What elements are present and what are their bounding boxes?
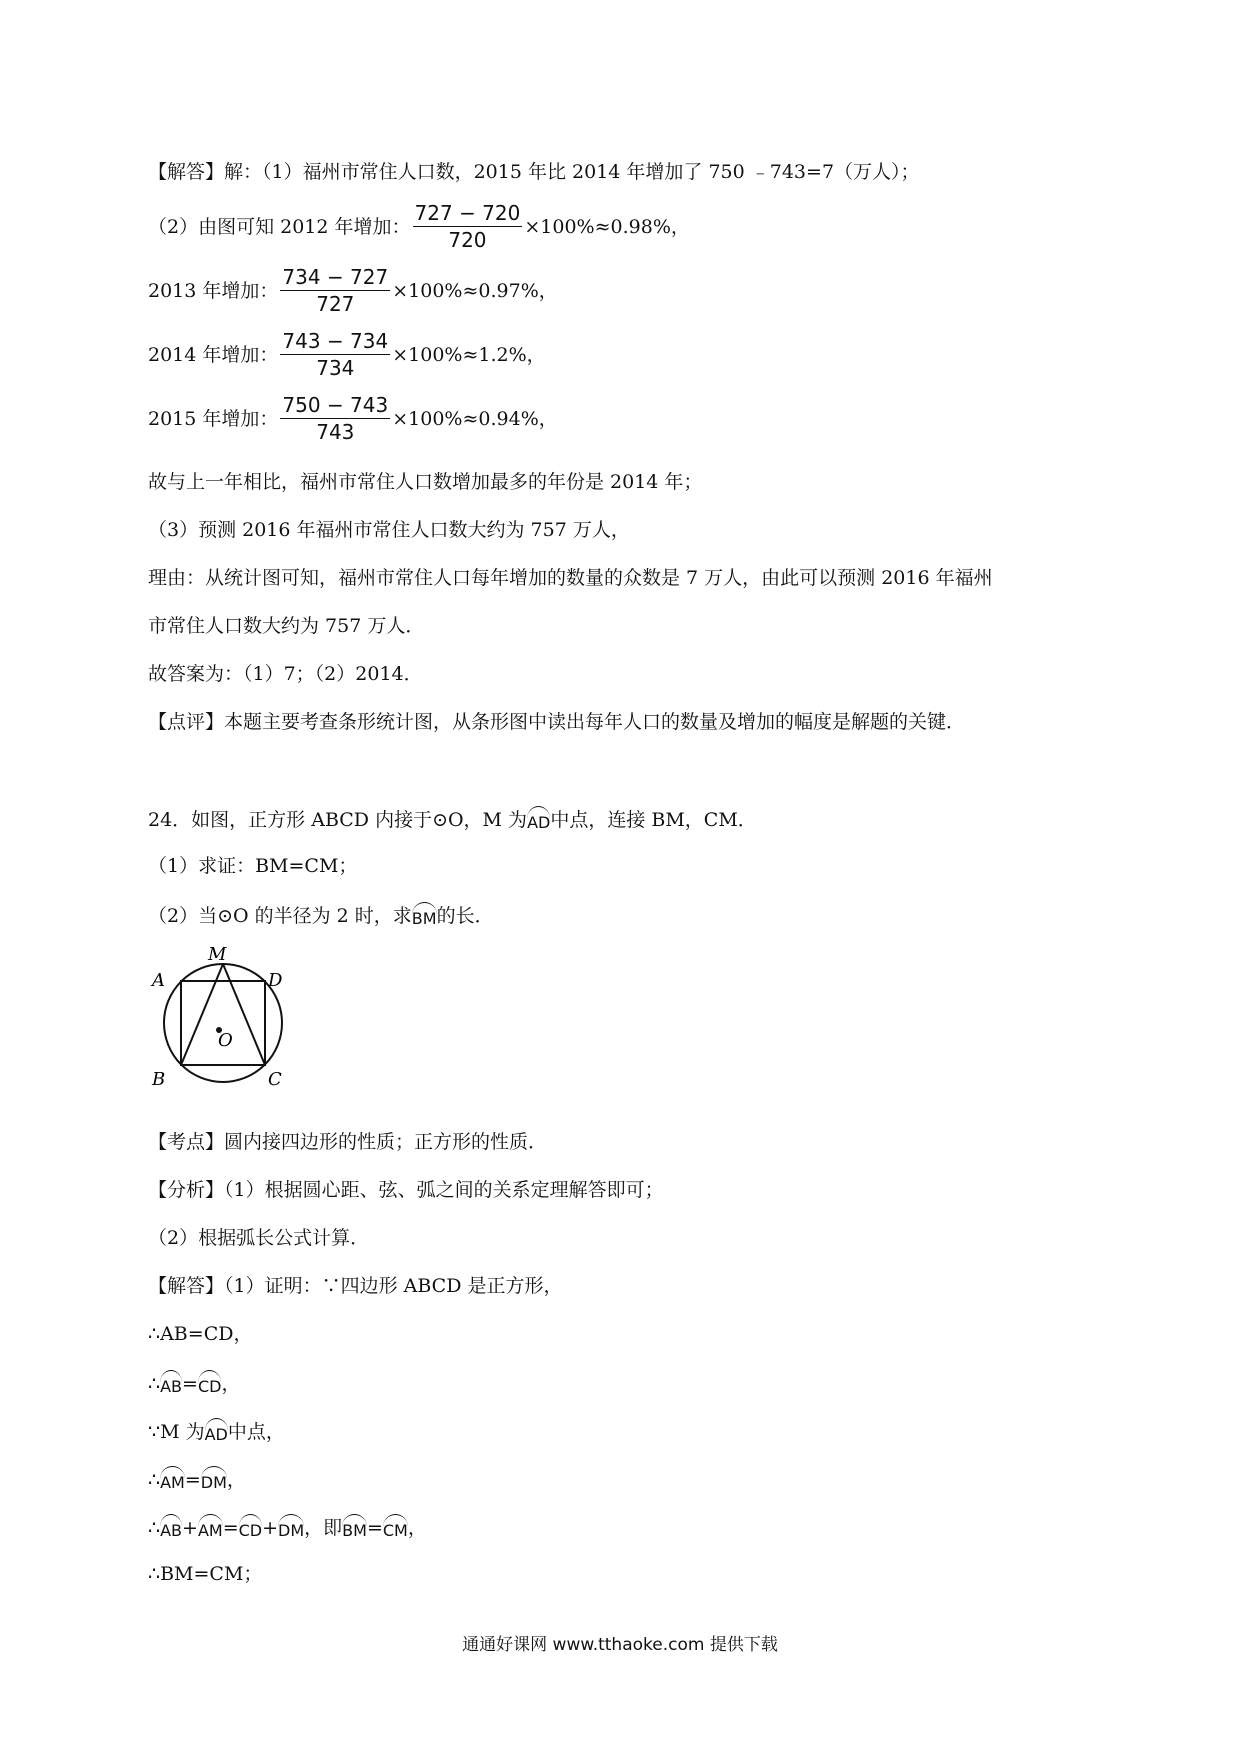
step4-eq: =: [184, 1469, 201, 1491]
step5-eq-2: =: [366, 1517, 383, 1539]
arc-am: AM: [160, 1466, 185, 1491]
arc-bm-2: BM: [342, 1514, 367, 1539]
answer-line-2014: [148, 328, 546, 381]
result-2014: ×100%≈1.2%，: [392, 343, 546, 366]
answer-line-2012: [148, 200, 690, 253]
arc-ad-2: AD: [205, 1418, 228, 1443]
q24-stem-b: 中点，连接 BM，CM．: [550, 809, 757, 831]
arc-ab: AB: [160, 1370, 182, 1395]
result-2015: ×100%≈0.94%，: [392, 407, 558, 430]
step5-eq: =: [222, 1517, 239, 1539]
answer-final: 故答案为：（1）7；（2）2014．: [148, 663, 423, 685]
q24-kaodian: 【考点】圆内接四边形的性质；正方形的性质．: [148, 1131, 548, 1153]
label-o: O: [218, 1030, 233, 1051]
arc-dm: DM: [201, 1466, 227, 1491]
denominator-2014: 734: [316, 356, 355, 380]
fraction-2014: [280, 328, 390, 381]
step4-pre: ∴: [148, 1469, 161, 1491]
result-2013: ×100%≈0.97%，: [392, 279, 558, 302]
answer-comment: 【点评】本题主要考查条形统计图，从条形图中读出每年人口的数量及增加的幅度是解题的关键．: [148, 711, 966, 733]
label-2013: 2013 年增加：: [148, 279, 279, 302]
q24-step-2: [148, 1370, 240, 1396]
arc-am-2: AM: [198, 1514, 223, 1539]
fraction-2012: [413, 200, 523, 253]
q24-part1: （1）求证：BM=CM；: [148, 855, 358, 877]
step2-end: ，: [221, 1373, 241, 1395]
arc-bm: BM: [412, 902, 437, 927]
answer-conclusion: 故与上一年相比，福州市常住人口数增加最多的年份是 2014 年；: [148, 471, 703, 493]
answer-line-2013: [148, 264, 558, 317]
label-a: A: [152, 970, 165, 991]
q24-step-5: [148, 1514, 427, 1540]
answer-reason-2: 市常住人口数大约为 757 万人．: [148, 615, 425, 637]
square-abcd: [181, 981, 265, 1065]
label-m: M: [208, 944, 227, 965]
step3-pre: ∵M 为: [148, 1421, 205, 1443]
step5-mid: ，即: [304, 1517, 343, 1539]
numerator-2014: 743 − 734: [282, 329, 389, 353]
result-2012: ×100%≈0.98%，: [524, 215, 690, 238]
label-2015: 2015 年增加：: [148, 407, 279, 430]
arc-ab-2: AB: [160, 1514, 182, 1539]
q24-part2-b: 的长．: [436, 905, 494, 927]
answer-line-2015: [148, 392, 558, 445]
numerator-2012: 727 − 720: [414, 201, 521, 225]
step5-plus-2: +: [262, 1517, 279, 1539]
label-d: D: [268, 970, 283, 991]
q24-step-4: [148, 1466, 246, 1492]
answer-reason-1: 理由：从统计图可知，福州市常住人口每年增加的数量的众数是 7 万人，由此可以预测 2016 年福州: [148, 567, 993, 589]
q24-fenxi-2: （2）根据弧长公式计算．: [148, 1227, 370, 1249]
segment-bm: [181, 964, 223, 1065]
denominator-2015: 743: [316, 420, 355, 444]
step2-eq: =: [182, 1373, 198, 1395]
fraction-2013: [280, 264, 390, 317]
label-2014: 2014 年增加：: [148, 343, 279, 366]
fraction-2015: [280, 392, 390, 445]
page-footer: 通通好课网 www.tthaoke.com 提供下载: [462, 1635, 778, 1655]
q24-fenxi-1: 【分析】（1）根据圆心距、弦、弧之间的关系定理解答即可；: [148, 1179, 664, 1201]
label-c: C: [268, 1069, 282, 1090]
q24-stem-a: 24．如图，正方形 ABCD 内接于⊙O，M 为: [148, 809, 528, 831]
arc-cd: CD: [198, 1370, 222, 1395]
arc-dm-2: DM: [278, 1514, 304, 1539]
numerator-2013: 734 − 727: [282, 265, 389, 289]
answer-line-1: 【解答】解：（1）福州市常住人口数，2015 年比 2014 年增加了 750 ﹣743=7（万人）；: [148, 161, 920, 183]
q24-stem: [148, 806, 757, 832]
step5-pre: ∴: [148, 1517, 161, 1539]
answer-part3: （3）预测 2016 年福州市常住人口数大约为 757 万人，: [148, 519, 630, 541]
step5-end: ，: [407, 1517, 427, 1539]
label-b: B: [152, 1069, 166, 1090]
arc-cd-2: CD: [239, 1514, 263, 1539]
q24-part2-a: （2）当⊙O 的半径为 2 时，求: [148, 905, 412, 927]
circle-square-figure: [148, 944, 298, 1094]
q24-jieda: 【解答】（1）证明：∵四边形 ABCD 是正方形，: [148, 1275, 563, 1297]
denominator-2012: 720: [448, 228, 487, 252]
step5-plus-1: +: [182, 1517, 198, 1539]
arc-cm: CM: [383, 1514, 408, 1539]
arc-ad: AD: [527, 806, 550, 831]
step2-pre: ∴: [148, 1373, 161, 1395]
step4-end: ，: [226, 1469, 246, 1491]
q24-step-3: [148, 1418, 285, 1444]
numerator-2015: 750 − 743: [282, 393, 389, 417]
q24-step-6: ∴BM=CM；: [148, 1563, 263, 1585]
label-2012: （2）由图可知 2012 年增加：: [148, 215, 411, 238]
denominator-2013: 727: [316, 292, 355, 316]
step3-end: 中点，: [227, 1421, 285, 1443]
q24-step-1: ∴AB=CD，: [148, 1323, 253, 1345]
q24-part2: [148, 902, 494, 928]
